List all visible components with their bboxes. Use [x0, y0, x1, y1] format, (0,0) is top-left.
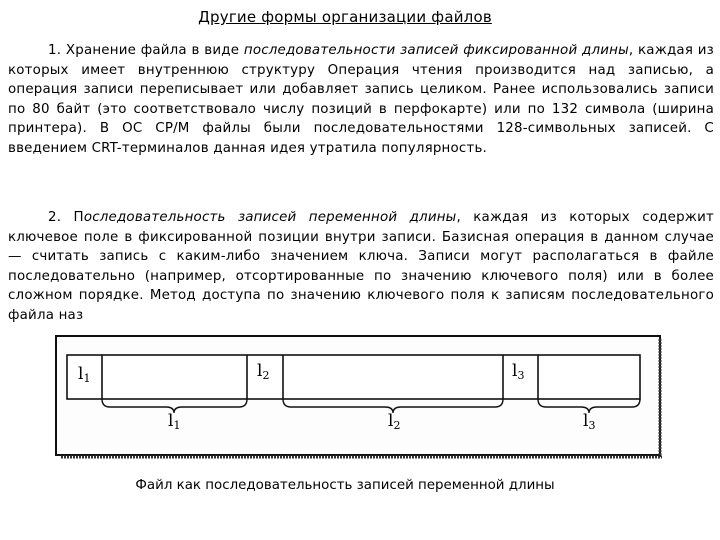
brace-label-2: $l_2$ — [388, 411, 401, 432]
term-variable-length-records: оследовательность записей переменной длины — [83, 210, 457, 225]
term-fixed-length-records: последовательности записей фиксированной длины — [243, 43, 629, 58]
item-number: 1. — [48, 43, 62, 58]
paragraph-body: , каждая из которых имеет внутреннюю структуру Операция чтения производится над записью, а операция записи переписывает или добавляет запись целиком. Ранее использовались записи по 80 байт (это соответствовало числу позиций в перфокарте) или по 132 символа (ширина принтера). В ОС CP/M файлы были последовательностями 128-символьных записей. С введением CRT-терминалов данная идея утратила популярность. — [8, 43, 714, 156]
cell-label-1: $l_1$ — [78, 364, 91, 385]
brace-label-1: $l_1$ — [168, 411, 181, 432]
paragraph-body: , каждая из которых содержит ключевое поле в фиксированной позиции внутри записи. Базисная операция в данном случае — считать запись с каким-либо значением ключа. Записи могут располагаться в файле последовательно (например, отсортированные по значению ключевого поля) или в более сложном порядке. Метод доступа по значению ключевого поля к записям последовательного файла наз — [8, 210, 714, 323]
paragraph-variable-records — [8, 208, 714, 326]
paragraph-lead: Хранение файла в виде — [65, 43, 240, 58]
paragraph-fixed-records — [8, 41, 714, 159]
cell-label-2: $l_2$ — [257, 361, 270, 382]
page-title: Другие формы организации файлов — [198, 8, 492, 26]
figure-caption: Файл как последовательность записей переменной длины — [135, 478, 555, 493]
record-strip — [67, 355, 640, 399]
variable-records-figure — [51, 333, 666, 463]
figure-drawing — [51, 333, 666, 463]
paragraph-lead: П — [73, 210, 84, 225]
item-number: 2. — [48, 210, 62, 225]
cell-label-3: $l_3$ — [512, 361, 525, 382]
brace-label-3: $l_3$ — [583, 411, 596, 432]
